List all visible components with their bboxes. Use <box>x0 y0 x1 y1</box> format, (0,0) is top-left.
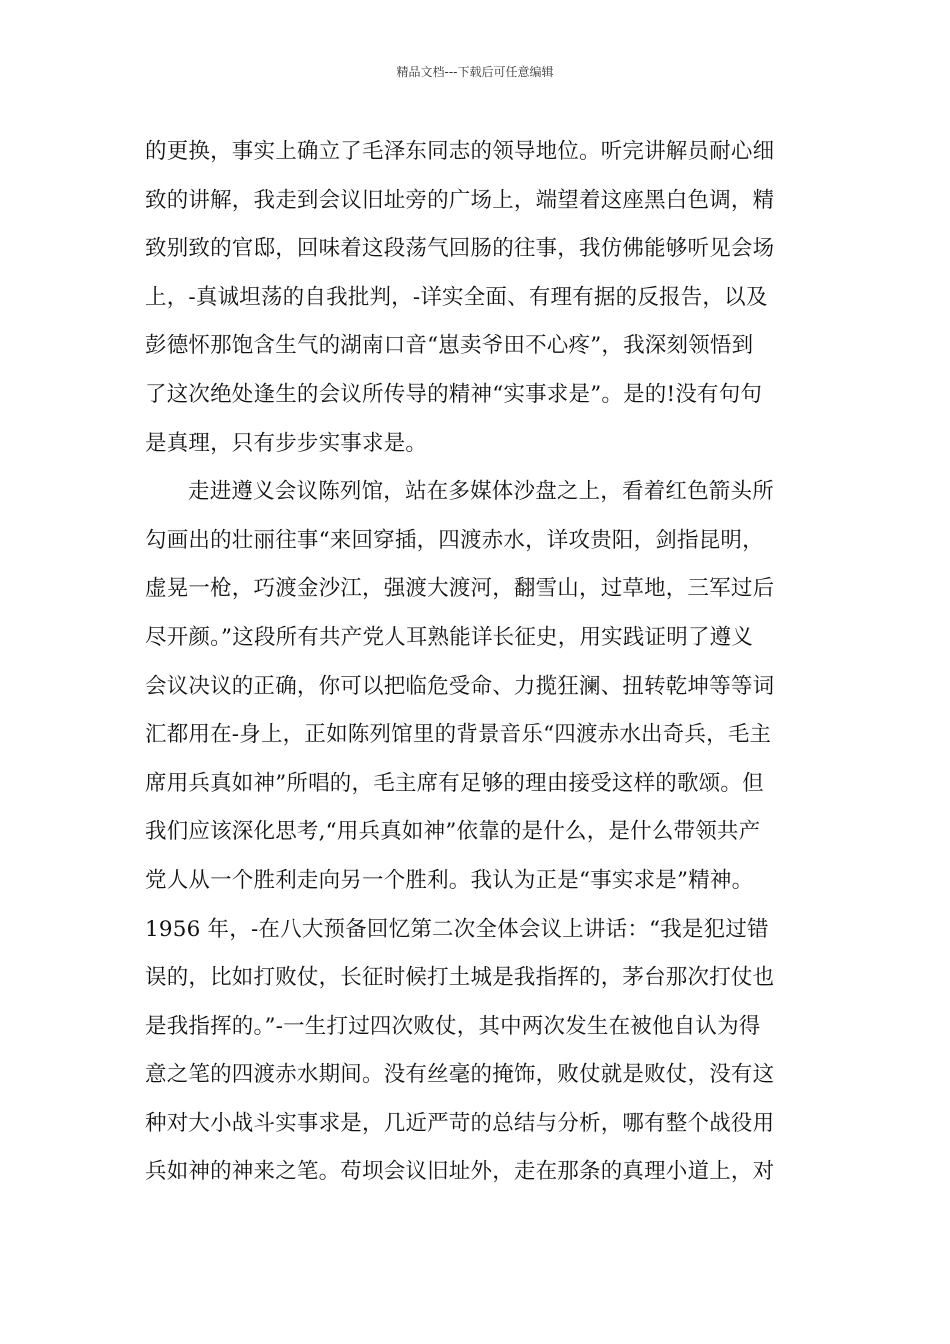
text-line: 兵如神的神来之笔。苟坝会议旧址外，走在那条的真理小道上，对 <box>145 1159 775 1185</box>
text-line: 党人从一个胜利走向另一个胜利。我认为正是“事实求是”精神。 <box>145 867 754 893</box>
text-line: 席用兵真如神”所唱的，毛主席有足够的理由接受这样的歌颂。但 <box>145 770 764 796</box>
text-line: 彭德怀那饱含生气的湖南口音“崽卖爷田不心疼”，我深刻领悟到 <box>145 333 754 359</box>
document-body <box>145 128 825 1197</box>
paragraph-start-line: 走进遵义会议陈列馆，站在多媒体沙盘之上，看着红色箭头所 <box>188 479 774 505</box>
text-line: 致别致的官邸，回味着这段荡气回肠的往事，我仿佛能够听见会场 <box>145 236 775 262</box>
text-line: 1956 年，-在八大预备回忆第二次全体会议上讲话：“我是犯过错 <box>145 916 769 942</box>
text-line: 是真理，只有步步实事求是。 <box>145 430 428 456</box>
text-line: 了这次绝处逢生的会议所传导的精神“实事求是”。是的!没有句句 <box>145 381 763 407</box>
page-header: 精品文档---下载后可任意编辑 <box>396 65 554 79</box>
text-line: 虚晃一枪，巧渡金沙江，强渡大渡河，翻雪山，过草地，三军过后 <box>145 576 775 602</box>
text-line: 致的讲解，我走到会议旧址旁的广场上，端望着这座黑白色调，精 <box>145 187 775 213</box>
text-line: 种对大小战斗实事求是，几近严苛的总结与分析，哪有整个战役用 <box>145 1110 775 1136</box>
text-line: 汇都用在-身上，正如陈列馆里的背景音乐“四渡赤水出奇兵，毛主 <box>145 722 772 748</box>
text-line: 尽开颜。”这段所有共产党人耳熟能详长征史，用实践证明了遵义 <box>145 624 754 650</box>
text-line: 我们应该深化思考,“用兵真如神”依靠的是什么，是什么带领共产 <box>145 819 761 845</box>
text-line: 误的，比如打败仗，长征时候打土城是我指挥的，茅台那次打仗也 <box>145 965 775 991</box>
text-line: 是我指挥的。”-一生打过四次败仗，其中两次发生在被他自认为得 <box>145 1013 761 1039</box>
text-line: 意之笔的四渡赤水期间。没有丝毫的掩饰，败仗就是败仗，没有这 <box>145 1062 775 1088</box>
text-line: 勾画出的壮丽往事“来回穿插，四渡赤水，详攻贵阳，剑指昆明， <box>145 527 764 553</box>
text-line: 上，-真诚坦荡的自我批判，-详实全面、有理有据的反报告，以及 <box>145 284 768 310</box>
text-line: 的更换，事实上确立了毛泽东同志的领导地位。听完讲解员耐心细 <box>145 139 775 164</box>
text-line: 会议决议的正确，你可以把临危受命、力揽狂澜、扭转乾坤等等词 <box>145 673 775 699</box>
